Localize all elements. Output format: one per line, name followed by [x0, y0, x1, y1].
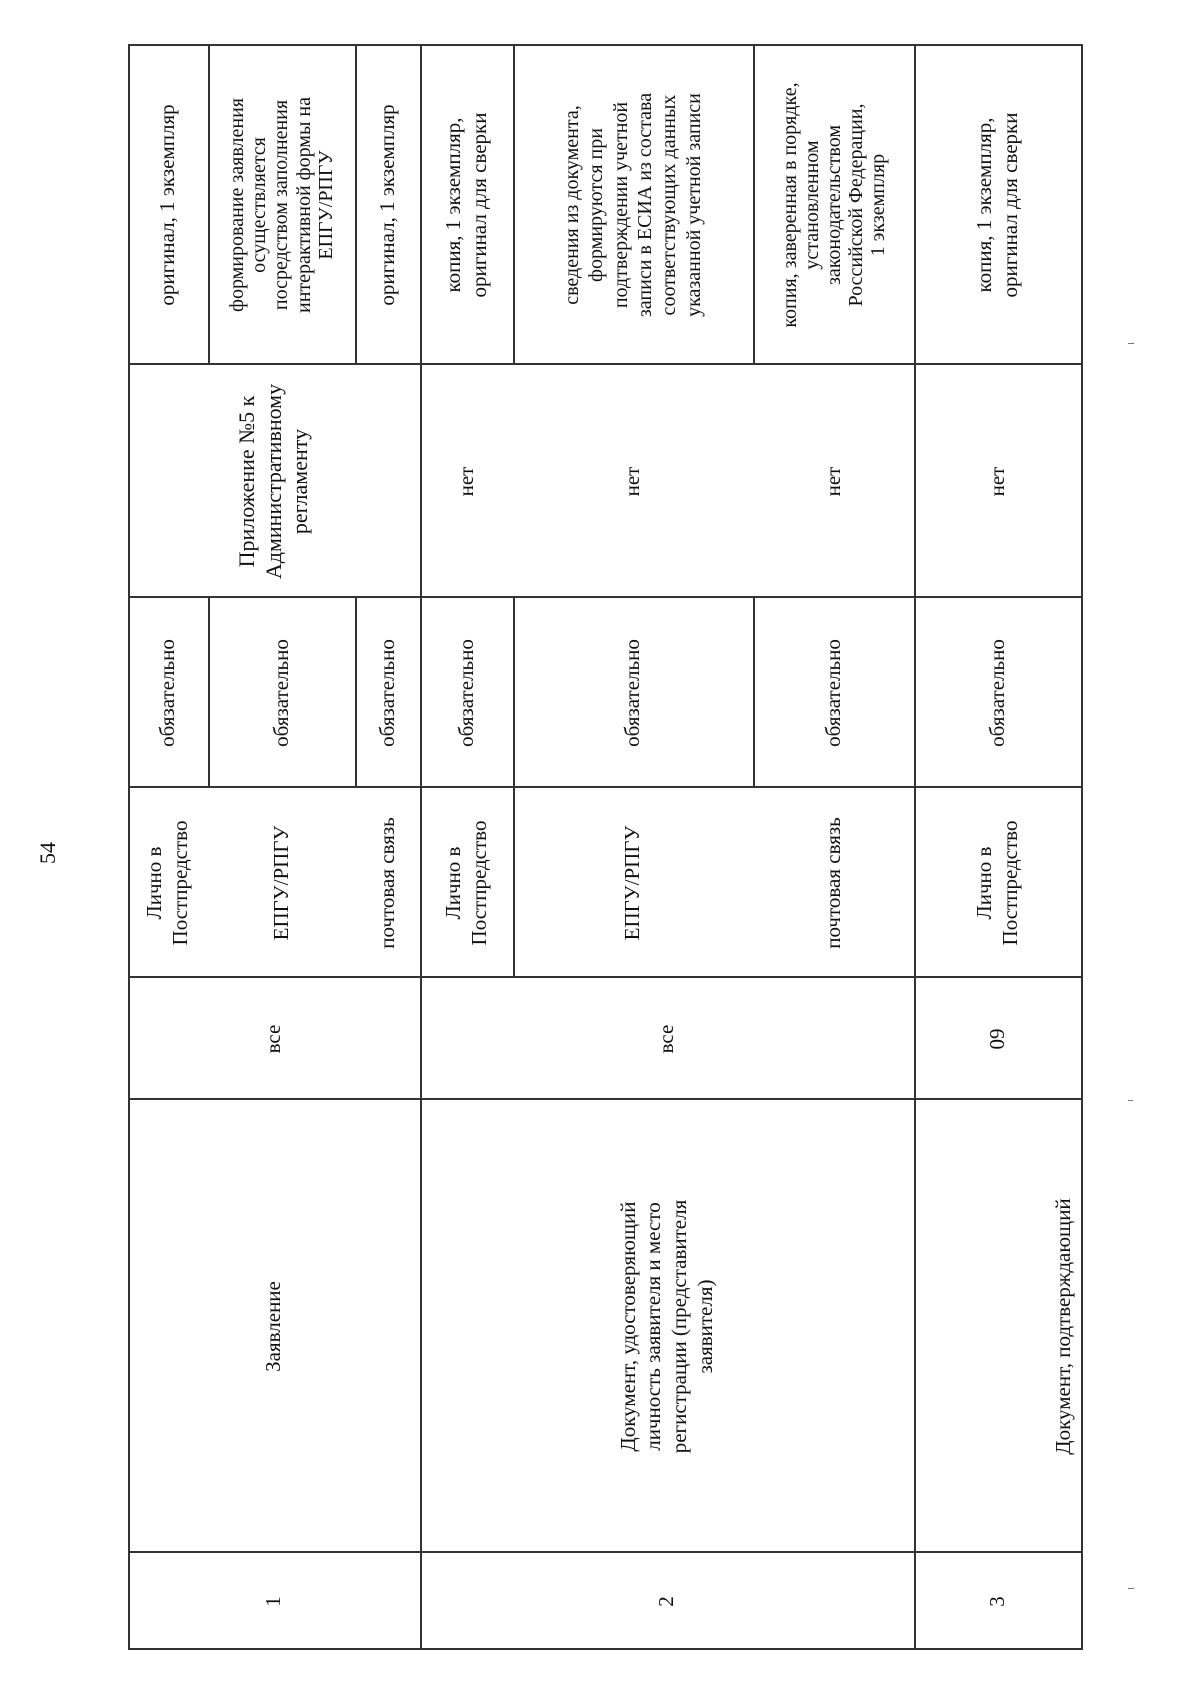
applicant-category: 09	[984, 1028, 1009, 1050]
template-reference: Приложение №5 к Административному регламенту	[233, 383, 313, 580]
template-reference: нет	[620, 466, 645, 497]
submission-method: Лично в Постпредство	[971, 820, 1022, 946]
submission-form: оригинал, 1 экземпляр	[155, 104, 180, 306]
submission-form: сведения из документа, формируются при подтверждении учетной записи в ЕСИА из состава соответствующих данных указанной учетной записи	[560, 92, 705, 318]
document-name: Заявление	[261, 1281, 286, 1372]
requirement: обязательно	[268, 639, 293, 747]
submission-method: Лично в Постпредство	[440, 820, 491, 946]
submission-method: почтовая связь	[820, 817, 845, 949]
requirement: обязательно	[155, 639, 180, 747]
requirement: обязательно	[620, 639, 645, 747]
submission-form: формирование заявления осуществляется посредством заполнения интерактивной формы на ЕПГУ/РПГУ	[225, 97, 338, 313]
template-reference: нет	[984, 466, 1009, 497]
submission-method: почтовая связь	[374, 817, 399, 949]
table-border	[1081, 45, 1083, 1650]
document-name: Документ, подтверждающий	[1051, 1198, 1076, 1455]
submission-method: ЕПГУ/РПГУ	[620, 825, 645, 941]
row-number: 2	[654, 1596, 679, 1607]
documents-table	[128, 45, 1083, 1650]
row-number: 3	[984, 1596, 1009, 1607]
requirement: обязательно	[984, 639, 1009, 747]
submission-form: копия, 1 экземпляр, оригинал для сверки	[971, 112, 1022, 298]
page-number: 54	[35, 842, 60, 864]
submission-form: копия, заверенная в порядке, установленном законодательством Российской Федерации, 1 экземпляр	[778, 82, 889, 328]
requirement: обязательно	[374, 639, 399, 747]
scan-mark	[1128, 1588, 1134, 1589]
document-name: Документ, удостоверяющий личность заявителя и место регистрации (представителя заявителя)	[615, 1199, 717, 1454]
submission-method: ЕПГУ/РПГУ	[268, 825, 293, 941]
template-reference: нет	[453, 466, 478, 497]
row-number: 1	[261, 1596, 286, 1607]
template-reference: нет	[820, 466, 845, 497]
submission-method: Лично в Постпредство	[142, 820, 192, 946]
applicant-category: все	[654, 1024, 679, 1054]
applicant-category: все	[261, 1024, 286, 1054]
submission-form: копия, 1 экземпляр, оригинал для сверки	[440, 112, 491, 298]
requirement: обязательно	[453, 639, 478, 747]
scan-mark	[1128, 1100, 1133, 1101]
requirement: обязательно	[820, 639, 845, 747]
submission-form: оригинал, 1 экземпляр	[374, 104, 399, 306]
scan-mark	[1128, 343, 1134, 344]
